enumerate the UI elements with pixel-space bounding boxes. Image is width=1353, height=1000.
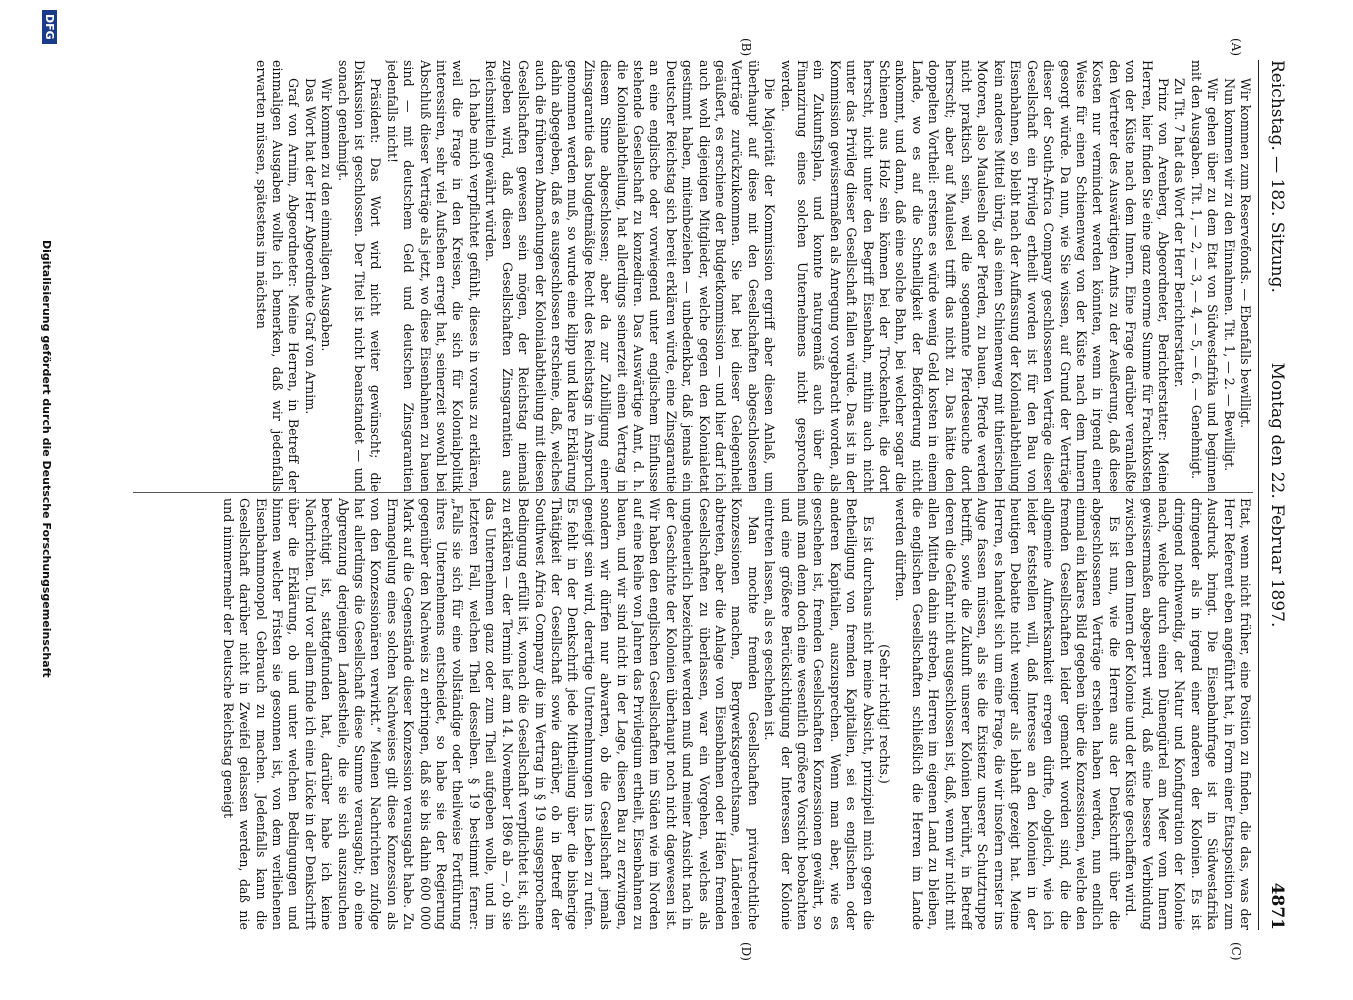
marker-b: (B)	[739, 38, 753, 57]
right-column-paragraph: (Sehr richtig! rechts.)	[877, 644, 893, 784]
right-column-paragraph: Es ist nun, wie die Herren aus der Denkschrift über die abgeschlossenen Verträge ersehen haben werden, nun endlich einmal ein klares Bild gegeben über die Konzessionen, welche den fremden Gesellschaften leider gemacht worden sind, die die allgemeine Aufmerksamkeit erregen dürfte, obgleich, wie ich leider feststellen will, daß Interesse an den Kolonien in der heutigen Debatte nicht weniger als lebhaft gezeigt hat. Meine Herren, es handelt sich um eine Frage, die wir insofern ernster ins Auge fassen müssen, als sie die Existenz unserer Schutztruppe betrifft, sowie die Zukunft unserer Kolonien berührt, in Betreff deren die Gefahr nicht ausgeschlossen ist, daß, wenn wir nicht mit allen Mitteln dahin streben, Herren im eigenen Land zu bleiben, die englischen Gesellschaften schließlich die Herren im Lande werden dürften.	[893, 498, 1122, 930]
left-column	[123, 60, 1253, 492]
left-column-paragraph: Wir kommen zum Reservefonds. — Ebenfalls bewilligt.	[1238, 78, 1253, 429]
header-date: Montag den 22. Februar 1897.	[1267, 362, 1287, 628]
left-column-paragraph: Präsident: Das Wort wird nicht weiter gewünscht; die Diskussion ist geschlossen. Der Titel ist nicht beanstandet — und sonach genehmigt.	[335, 60, 384, 492]
right-column-paragraph: Es ist durchaus nicht meine Absicht, prinzipiell mich gegen die Betheiligung von fremden Kapitalien, sei es englischen oder anderen Kapitalien, auszusprechen. Wenn man aber, wie es geschehen ist, fremden Gesellschaften Konzessionen gewährt, so muß man denn doch eine wesentlich größere Vorsicht beobachten und eine größere Berücksichtigung der Interessen der Kolonie eintreten lassen, als es geschehen ist.	[762, 498, 876, 930]
left-column-paragraph: Wir kommen zu den einmaligen Ausgaben.	[319, 78, 335, 352]
page-header	[1258, 60, 1289, 930]
left-column-paragraph: Ich habe mich verpflichtet gefühlt, dieses in voraus zu erklären, weil die Frage in den Kreisen, die sich für Kolonialpolitik interessiren, sehr viel Aufsehen erregt hat, seinerzeit sowohl bei Abschluß dieser Verträge als jetzt, wo diese Eisenbahnen zu bauen sind — mit deutschem Geld und deutschen Zinsgarantien jedenfalls nicht!	[384, 60, 482, 492]
marker-c: (C)	[1229, 942, 1243, 961]
left-column-paragraph: Graf von Arnim, Abgeordneter: Meine Herren, in Betreff der einmaligen Ausgaben wollte ich bemerken, daß wir jedenfalls erwarten müssen, spätestens im nächsten	[253, 60, 302, 492]
marker-d: (D)	[739, 942, 753, 961]
right-column	[123, 498, 1253, 930]
header-left: Reichstag. — 182. Sitzung.	[1267, 60, 1287, 293]
right-column-paragraph: Etat, wenn nicht früher, eine Position zu finden, die das, was der Herr Referent eben angeführt hat, in Form einer Etatsposition zum Ausdruck bringt. Die Eisenbahnfrage ist in Südwestafrika dringender als in irgend einer anderen der Kolonien. Es ist dringend nothwendig, der Natur und Konfiguration der Kolonie nach, welche durch einen Dünengürtel am Meer vom Innern gewissermaßen abgesperrt wird, daß eine bessere Verbindung zwischen dem Innern der Kolonie und der Küste geschaffen wird.	[1123, 498, 1253, 930]
left-column-paragraph: Zu Tit. 7 hat das Wort der Herr Berichterstatter.	[1172, 78, 1188, 388]
column-divider	[133, 492, 1253, 493]
left-column-paragraph: Nun kommen wir zu den Einnahmen. Tit. 1, — 2. — Bewilligt.	[1221, 78, 1237, 472]
left-column-paragraph: Die Majorität der Kommission ergriff aber diesen Anlaß, um überhaupt auf diese mit den Gesellschaften abgeschlossenen Verträge zurückzukommen. Sie hat bei dieser Gelegenheit geäußert, es erschiene der Budgetkommission — und hier darf ich auch wohl diejenigen Mitglieder, welche gegen den Kolonialetat gestimmt haben, miteinbeziehen — unbedenkbar, daß jemals ein Deutscher Reichstag sich bereit erklären würde, eine Zinsgarantie an eine englische oder vorwiegend unter englischem Einflusse stehende Gesellschaft zu konzediren. Das Auswärtige Amt, d. h. die Kolonialabtheilung, hat allerdings seinerzeit einen Vertrag in diesem Sinne abgeschlossen; aber da zur Zubilligung einer Zinsgarantie das budgetmäßige Recht des Reichstags in Anspruch genommen werden muß, so wurde eine klipp und klare Erklärung dahin abgegeben, daß es ausgeschlossen erscheine, daß, welches auch die früheren Abmachungen der Kolonialabtheilung mit diesen Gesellschaften gewesen sein mögen, der Reichstag niemals zugeben wird, daß diesen Gesellschaften Zinsgarantien aus Reichsmitteln gewährt würden.	[483, 60, 778, 492]
dfg-logo: DFG	[42, 10, 57, 44]
left-column-paragraph: Wir gehen über zu dem Etat von Südwestafrika und beginnen mit den Ausgaben. Tit. 1, — 2, — 3, — 4, — 5, — 6. — Genehmigt.	[1188, 60, 1221, 492]
left-column-paragraph: Das Wort hat der Herr Abgeordnete Graf von Arnim.	[302, 78, 318, 415]
right-column-paragraph: Man mochte fremden Gesellschaften privatrechtliche Konzessionen machen, Bergwerksgerechtsame, Ländereien abtreten, aber die Anlage von Eisenbahnen oder Häfen fremden Gesellschaften zu überlassen, war ein Vorgehen, welches als ungeheuerlich bezeichnet werden muß und meiner Ansicht nach in der Geschichte der Kolonien überhaupt noch nicht dagewesen ist. Wir haben den englischen Gesellschaften im Süden wie im Norden auf eine Reihe von Jahren das Privilegium ertheilt, Eisenbahnen zu bauen, und wir sind nicht in der Lage, diesen Bau zu erzwingen, sondern wir dürfen nur abwarten, ob die Gesellschaft jemals geneigt sein wird, derartige Unternehmungen ins Leben zu rufen. Es fehlt in der Denkschrift jede Mittheilung über die bisherige Thätigkeit der Gesellschaft sowie darüber, ob in Betreff der Southwest Africa Company die im Vertrag in § 19 ausgesprochene Bedingung erfüllt ist, wonach die Gesellschaft verpflichtet ist, sich zu erklären — der Termin lief am 14. November 1896 ab —, ob sie das Unternehmen ganz oder zum Theil aufgeben wolle, und im letzteren Fall, welchen Theil desselben. § 19 bestimmt ferner: „Falls sie sich für eine vollständige oder theilweise Fortführung ihres Unternehmens entscheidet, so habe sie der Regierung gegenüber den Nachweis zu erbringen, daß sie bis dahin 600 000 Mark auf die Gegenstände dieser Konzession verausgabt habe. Zu Ermangelung eines solchen Nachweises gilt diese Konzession als von den Konzessionären verwirkt.“ Meinen Nachrichten zufolge hat allerdings die Gesellschaft diese Summe verausgabt; ob eine Abgrenzung derjenigen Landestheile, die sie sich auszusuchen berechtigt ist, stattgefunden hat, darüber habe ich keine Nachrichten. Und vor allem finde ich eine Lücke in der Denkschrift über die Erklärung, ob und unter welchen Bedingungen und binnen welcher Fristen sie gesonnen ist, von dem verliehenen Eisenbahnmonopol Gebrauch zu machen. Jedenfalls kann die Gesellschaft darüber nicht in Zweifel gelassen werden, daß nie und nimmermehr der Deutsche Reichstag geneigt	[220, 498, 761, 930]
marker-a: (A)	[1229, 38, 1243, 57]
digitization-note: Digitalisierung gefördert durch die Deutsche Forschungsgemeinschaft	[40, 240, 53, 678]
left-column-paragraph: Prinz von Arenberg, Abgeordneter, Berichterstatter: Meine Herren, hier finden Sie eine ganz enorme Summe für Frachtkosten von der Küste nach dem Innern. Eine Frage darüber veranlaßte den Vertreter des Auswärtigen Amts zu der Aeußerung, daß diese Kosten nur vermindert werden könnten, wenn in irgend einer Weise für einen Schienenweg von der Küste nach dem Innern gesorgt würde. Da nun, wie Sie wissen, auf Grund der Verträge dieser der South-Africa Company geschlossenen Verträge dieser Gesellschaft ein Privileg ertheilt worden ist für den Bau von Eisenbahnen, so bleibt nach der Auffassung der Kolonialabtheilung kein anderes Mittel übrig, als einen Schienenweg mit thierischen Motoren, also Mauleseln oder Pferden, zu bauen. Pferde werden nicht praktisch sein, weil die sogenannte Pferdeseuche dort herrscht; aber auf Maulesel trifft das nicht zu. Das hätte den doppelten Vortheil: erstens es würde wenig Geld kosten in einem Lande, wo es auf die Schnelligkeit der Beförderung nicht ankommt, und dann, daß eine solche Bahn, bei welcher sogar die Schienen aus Holz sein können bei der Trockenheit, die dort herrscht, nicht unter den Begriff Eisenbahn, mithin auch nicht unter das Privileg dieser Gesellschaft fallen würde. Das ist in der Kommission gewissermaßen als Anregung vorgebracht worden, als ein Zukunftsplan, und konnte naturgemäß auch über die Finanzirung eines solchen Unternehmens nicht gesprochen werden.	[778, 60, 1171, 492]
page-number: 4871	[1267, 882, 1287, 930]
